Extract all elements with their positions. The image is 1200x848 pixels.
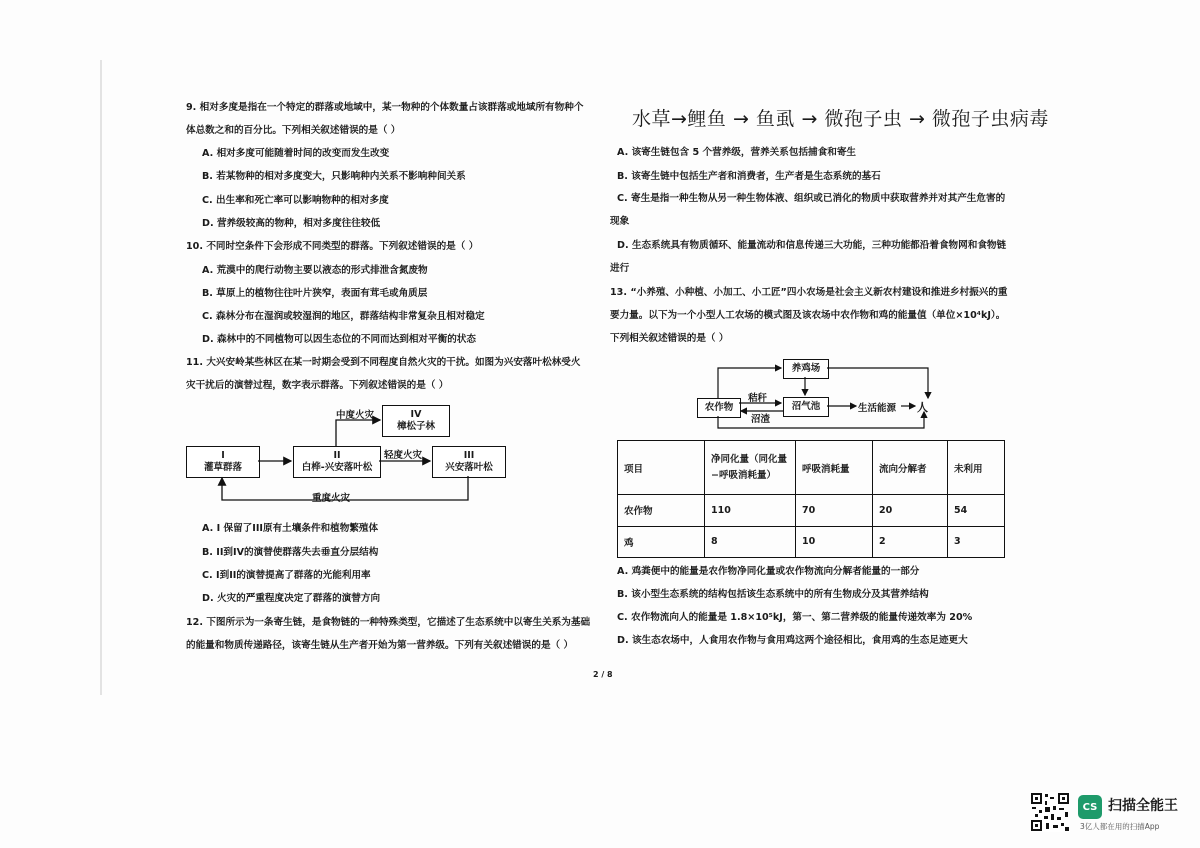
q11-stem-line1: 11. 大兴安岭某些林区在某一时期会受到不同程度自然火灾的干扰。如图为兴安落叶松林受火	[186, 357, 581, 368]
table-header-row	[618, 441, 1005, 495]
energy-label: 生活能源	[858, 403, 897, 414]
q12-option-b: B. 该寄生链中包括生产者和消费者，生产者是生态系统的基石	[617, 171, 881, 182]
q13-stem-line3: 下列相关叙述错误的是（ ）	[610, 333, 729, 344]
table-cell: 鸡	[618, 526, 705, 558]
q11-option-c: C. I到II的演替提高了群落的光能利用率	[202, 570, 371, 581]
table-cell: 农作物	[618, 495, 705, 527]
table-cell: 20	[873, 495, 948, 527]
q13-stem-line2: 要力量。以下为一个小型人工农场的模式图及该农场中农作物和鸡的能量值（单位×10⁴kJ）。	[610, 310, 1006, 321]
qr-code-icon	[1030, 792, 1070, 832]
severe-fire-label: 重度火灾	[312, 493, 351, 504]
q10-option-a: A. 荒漠中的爬行动物主要以液态的形式排泄含氮废物	[202, 265, 428, 276]
residue-label: 沼渣	[751, 414, 771, 425]
light-fire-label: 轻度火灾	[384, 450, 423, 461]
table-header-cell: 净同化量（同化量−呼吸消耗量）	[705, 441, 796, 495]
q11-option-a: A. I 保留了III原有土壤条件和植物繁殖体	[202, 523, 379, 534]
q12-option-c-line1: C. 寄生是指一种生物从另一种生物体液、组织或已消化的物质中获取营养并对其产生危害的	[617, 193, 1006, 204]
page-number: 2 / 8	[593, 670, 613, 679]
community-1-numeral: I	[221, 450, 225, 461]
parasitic-chain: 水草→鲤鱼 → 鱼虱 → 微孢子虫 → 微孢子虫病毒	[632, 108, 1049, 130]
table-header-cell: 流向分解者	[873, 441, 948, 495]
q9-option-a: A. 相对多度可能随着时间的改变而发生改变	[202, 148, 390, 159]
q11-stem-line2: 灾干扰后的演替过程，数字表示群落。下列叙述错误的是（ ）	[186, 380, 449, 391]
camscanner-logo-icon: CS	[1078, 795, 1102, 819]
table-row	[618, 495, 1005, 527]
community-2-numeral: II	[333, 450, 341, 461]
q13-option-a: A. 鸡粪便中的能量是农作物净同化量或农作物流向分解者能量的一部分	[617, 566, 920, 577]
q13-option-c: C. 农作物流向人的能量是 1.8×10⁵kJ，第一、第二营养级的能量传递效率为 20%	[617, 612, 973, 623]
q12-stem-line2: 的能量和物质传递路径，该寄生链从生产者开始为第一营养级。下列有关叙述错误的是（ ）	[186, 640, 574, 651]
biogas-label: 沼气池	[791, 401, 821, 412]
table-cell: 70	[796, 495, 873, 527]
table-cell: 3	[948, 526, 1005, 558]
table-cell: 8	[705, 526, 796, 558]
scanner-watermark	[1030, 792, 1180, 836]
q9-stem-line1: 9. 相对多度是指在一个特定的群落或地域中，某一物种的个体数量占该群落或地域所有物种个	[186, 102, 584, 113]
community-4-label: 樟松子林	[396, 421, 435, 432]
table-header-cell: 呼吸消耗量	[796, 441, 873, 495]
q9-stem-line2: 体总数之和的百分比。下列相关叙述错误的是（ ）	[186, 125, 401, 136]
community-3-label: 兴安落叶松	[445, 462, 493, 473]
q12-stem-line1: 12. 下图所示为一条寄生链，是食物链的一种特殊类型，它描述了生态系统中以寄生关系为基础	[186, 617, 591, 628]
q11-option-b: B. II到IV的演替使群落失去垂直分层结构	[202, 547, 379, 558]
q13-stem-line1: 13. “小养殖、小种植、小加工、小工匠”四小农场是社会主义新农村建设和推进乡村振兴的重	[610, 287, 1008, 298]
table-cell: 110	[705, 495, 796, 527]
community-3-numeral: III	[463, 450, 475, 461]
community-4-numeral: IV	[410, 409, 422, 420]
community-1-label: 灌草群落	[203, 462, 242, 473]
table-cell: 2	[873, 526, 948, 558]
table-row	[618, 526, 1005, 558]
moderate-fire-label: 中度火灾	[336, 410, 375, 421]
table-header-cell: 项目	[618, 441, 705, 495]
q9-option-b: B. 若某物种的相对多度变大，只影响种内关系不影响种间关系	[202, 171, 466, 182]
q12-option-c-line2: 现象	[610, 216, 630, 227]
q10-option-d: D. 森林中的不同植物可以因生态位的不同而达到相对平衡的状态	[202, 334, 476, 345]
watermark-subtitle: 3亿人都在用的扫描App	[1080, 822, 1160, 831]
energy-table	[617, 440, 1005, 558]
q10-option-b: B. 草原上的植物往往叶片狭窄，表面有茸毛或角质层	[202, 288, 428, 299]
straw-label: 秸秆	[748, 393, 768, 404]
q13-option-b: B. 该小型生态系统的结构包括该生态系统中的所有生物成分及其营养结构	[617, 589, 929, 600]
q12-option-d-line1: D. 生态系统具有物质循环、能量流动和信息传递三大功能，三种功能都沿着食物网和食物链	[617, 240, 1007, 251]
human-label: 人	[917, 401, 928, 414]
q9-option-d: D. 营养级较高的物种，相对多度往往较低	[202, 218, 381, 229]
watermark-title: 扫描全能王	[1108, 798, 1178, 814]
q10-option-c: C. 森林分布在湿润或较湿润的地区，群落结构非常复杂且相对稳定	[202, 311, 485, 322]
q10-stem: 10. 不同时空条件下会形成不同类型的群落。下列叙述错误的是（ ）	[186, 241, 479, 252]
q9-option-c: C. 出生率和死亡率可以影响物种的相对多度	[202, 195, 389, 206]
table-header-cell: 未利用	[948, 441, 1005, 495]
community-2-label: 白桦-兴安落叶松	[301, 462, 373, 473]
q12-option-d-line2: 进行	[610, 263, 630, 274]
q13-option-d: D. 该生态农场中，人食用农作物与食用鸡这两个途径相比，食用鸡的生态足迹更大	[617, 635, 968, 646]
q11-option-d: D. 火灾的严重程度决定了群落的演替方向	[202, 593, 381, 604]
table-cell: 54	[948, 495, 1005, 527]
chicken-farm-label: 养鸡场	[791, 363, 821, 374]
table-cell: 10	[796, 526, 873, 558]
crops-label: 农作物	[704, 402, 734, 413]
q12-option-a: A. 该寄生链包含 5 个营养级，营养关系包括捕食和寄生	[617, 147, 857, 158]
